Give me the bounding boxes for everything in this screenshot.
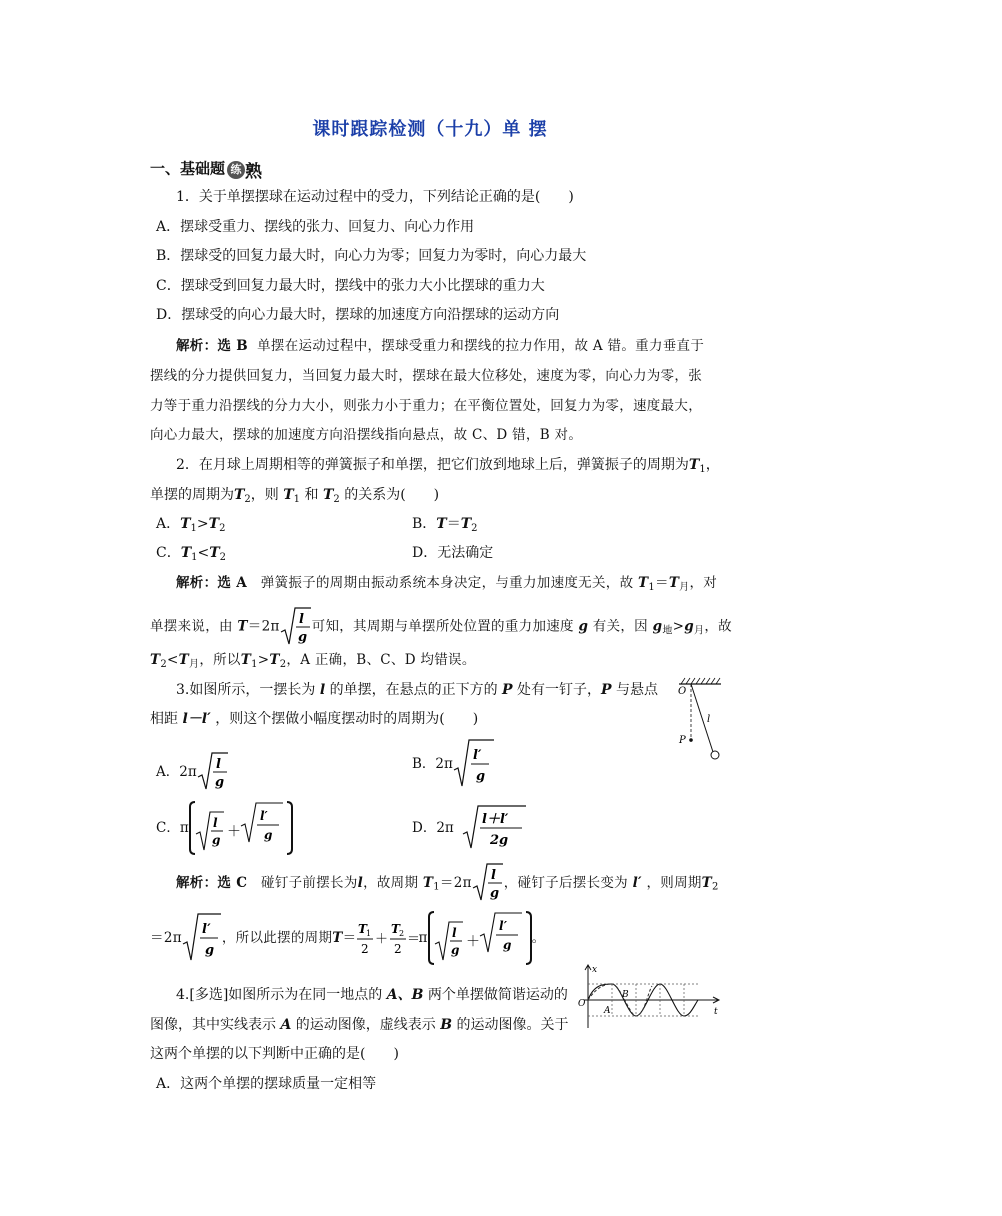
q3-a-sqrt bbox=[197, 751, 229, 793]
q2-ana3-sub1: 1 bbox=[251, 659, 258, 670]
q1-analysis-line-2: 摆线的分力提供回复力，当回复力最大时，摆球在最大位移处，速度为零，向心力为零，张 bbox=[150, 368, 702, 384]
q3-ana-num1: l bbox=[490, 868, 497, 883]
q4-stem-text-2: 图像，其中实线表示 bbox=[150, 1017, 276, 1033]
q2-ana3-t2b: T bbox=[269, 652, 280, 668]
q3-stem-text-2b: ，则这个摆做小幅度摆动时的周期为( ) bbox=[215, 711, 479, 727]
q1-analysis-line-3: 力等于重力沿摆线的分力大小，则张力小于重力；在平衡位置处，回复力为零，速度最大， bbox=[150, 398, 702, 414]
q3-ana2-pi: π bbox=[418, 930, 428, 946]
q3-option-b bbox=[412, 738, 1002, 792]
q2-stem-line-1: 2．在月球上周期相等的弹簧振子和单摆，把它们放到地球上后，弹簧振子的周期为$T_1$， bbox=[176, 457, 720, 475]
graph-label-o: O bbox=[578, 999, 586, 1009]
q3-a-num: l bbox=[215, 757, 221, 772]
practice-badge: 练 bbox=[227, 161, 245, 179]
q2-b-t2: T bbox=[460, 516, 472, 532]
q3-ana2-sqrt bbox=[182, 912, 222, 964]
q3-stem-text-2: 相距 bbox=[150, 711, 178, 727]
q2-ana3-t: T bbox=[178, 652, 190, 668]
q3-ana2-eq: ＝ bbox=[150, 930, 164, 946]
q2-t1-sub: 1 bbox=[699, 464, 706, 475]
q2-t2b-sub: 2 bbox=[333, 494, 340, 505]
q2-a-label: A． bbox=[156, 516, 181, 532]
fig-label-l: l bbox=[707, 714, 711, 725]
q3-analysis-label: 解析：选 C bbox=[176, 875, 248, 891]
q2-stem-text-1: 2．在月球上周期相等的弹簧振子和单摆，把它们放到地球上后，弹簧振子的周期为 bbox=[176, 457, 689, 473]
q3-c-den1: g bbox=[211, 833, 221, 847]
q2-ana3-t2: T bbox=[150, 652, 161, 668]
q4-stem-text-2b: 的运动图像，虚线表示 bbox=[295, 1017, 436, 1033]
q3-ana2-t: T bbox=[332, 930, 343, 946]
expr-den2: g bbox=[502, 938, 512, 952]
q2-analysis-text-2b: 可知，其周期与单摆所处位置的重力加速度 bbox=[311, 618, 574, 635]
q2-ana3-t1: T bbox=[240, 652, 252, 668]
q2-a-gt: > bbox=[196, 516, 209, 532]
frac1-den: 2 bbox=[361, 942, 370, 956]
q2-ana-moon2: 月 bbox=[694, 625, 705, 637]
q2-c-lt: < bbox=[197, 545, 210, 561]
q3-l: l bbox=[319, 682, 326, 698]
q3-c-plus: ＋ bbox=[226, 824, 241, 840]
q2-a-sub1: 1 bbox=[190, 523, 197, 534]
q2-analysis-text-1: 弹簧振子的周期由振动系统本身决定，与重力加速度无关，故 bbox=[260, 575, 634, 591]
oscillation-graph-figure bbox=[574, 962, 724, 1032]
graph-label-t: t bbox=[714, 1007, 718, 1017]
q3-stem-text-1: 3.如图所示，一摆长为 bbox=[176, 682, 316, 698]
q2-ana3-gt: > bbox=[257, 652, 270, 668]
q3-a-den: g bbox=[214, 775, 224, 790]
fig-label-p: P bbox=[679, 735, 686, 746]
graph-label-a: A bbox=[604, 1006, 611, 1016]
q3-ana2-expression bbox=[428, 910, 532, 966]
q2-b-eq: ＝ bbox=[446, 516, 461, 532]
q2-a-sub2: 2 bbox=[219, 523, 226, 534]
q4-stem-line-1 bbox=[176, 985, 596, 1005]
q3-d-label: D．2π bbox=[412, 820, 454, 836]
q2-ana3-lt: < bbox=[167, 652, 179, 668]
q2-stem-text-2a: 单摆的周期为 bbox=[150, 487, 234, 503]
q2-ana-t1: T bbox=[637, 575, 649, 591]
q2-a-t1: T bbox=[180, 516, 191, 532]
q2-t2b: T bbox=[322, 487, 334, 503]
q3-ana-den1: g bbox=[489, 886, 500, 901]
q2-b-label: B． bbox=[412, 516, 437, 532]
q4-option-a: A．这两个单摆的摆球质量一定相等 bbox=[156, 1076, 377, 1092]
sqrt-l-over-g bbox=[280, 606, 312, 648]
fig-label-o: O bbox=[678, 686, 687, 697]
q3-c-num2: l′ bbox=[259, 809, 268, 823]
frac1-t: T bbox=[358, 922, 368, 936]
q2-ana3-moon: 月 bbox=[189, 659, 200, 670]
frac1-sub: 1 bbox=[366, 929, 372, 938]
q2-ana-t: T bbox=[668, 575, 680, 591]
q3-ana2-fractions bbox=[356, 916, 421, 960]
q2-ana-formula-t: T bbox=[237, 618, 248, 635]
q3-c-expression bbox=[189, 800, 293, 856]
q4-stem-line-2 bbox=[150, 1015, 580, 1035]
q3-d-num: l＋l′ bbox=[482, 812, 509, 827]
q2-c-t2: T bbox=[209, 545, 220, 561]
q3-b-sqrt bbox=[453, 738, 495, 790]
q2-analysis-label: 解析：选 A bbox=[176, 575, 247, 591]
q2-ana-sub1: 1 bbox=[648, 582, 655, 593]
expr-num1: l bbox=[451, 926, 457, 940]
q3-ana-l: l bbox=[357, 875, 364, 891]
q3-ana-sub2: 2 bbox=[712, 881, 719, 893]
q2-option-d: D．无法确定 bbox=[412, 545, 494, 561]
q2-analysis-line-1 bbox=[176, 573, 766, 598]
graph-label-b: B bbox=[622, 990, 629, 1000]
q2-c-t1: T bbox=[180, 545, 192, 561]
q2-stem-text-2d: 的关系为( ) bbox=[344, 487, 440, 503]
q3-ana-eq: ＝ bbox=[439, 875, 454, 891]
q3-d-den: 2g bbox=[490, 833, 509, 848]
q2-ana-formula-eq: ＝ bbox=[247, 618, 262, 635]
q1-analysis-text-1: 单摆在运动过程中，摆球受重力和摆线的拉力作用，故 A 错。重力垂直于 bbox=[257, 338, 705, 354]
q3-stem-text-1b: 的单摆，在悬点的正下方的 bbox=[329, 682, 498, 698]
q4-stem-text-2c: 的运动图像。关于 bbox=[456, 1017, 569, 1033]
q2-option-b bbox=[412, 514, 1002, 539]
q3-p: P bbox=[502, 682, 513, 698]
q2-stem-line-2 bbox=[150, 485, 740, 510]
q3-b-den: g bbox=[475, 769, 485, 784]
q1-analysis-line-1 bbox=[176, 336, 766, 356]
q2-ana-moon: 月 bbox=[679, 582, 690, 593]
q2-ana-gt: > bbox=[672, 618, 685, 635]
q3-c-num1: l bbox=[212, 816, 218, 830]
q3-ana2-num: l′ bbox=[201, 922, 211, 937]
q3-ana-sub1: 1 bbox=[433, 881, 440, 893]
q2-t1b: T bbox=[283, 487, 294, 503]
q4-stem-text-1b: 两个单摆做简谐运动的 bbox=[427, 987, 568, 1003]
q3-analysis-line-1 bbox=[176, 862, 766, 906]
q2-c-sub1: 1 bbox=[191, 552, 198, 563]
q1-analysis-label: 解析：选 B bbox=[176, 338, 248, 354]
q3-ana-sqrt1 bbox=[472, 862, 504, 904]
q2-ana-g: g bbox=[578, 618, 589, 635]
q3-ana2-2pi: 2π bbox=[163, 930, 182, 946]
q3-analysis-text-1d: ，则周期 bbox=[646, 875, 702, 891]
q1-stem: 1．关于单摆摆球在运动过程中的受力，下列结论正确的是( ) bbox=[176, 189, 574, 205]
q2-t1b-sub: 1 bbox=[293, 494, 301, 505]
q4-stem-text-1: 4.[多选]如图所示为在同一地点的 bbox=[176, 987, 383, 1003]
q3-lminus: l－l′ bbox=[182, 711, 211, 727]
q3-stem-text-1c: 处有一钉子， bbox=[517, 682, 602, 698]
frac2-sub: 2 bbox=[399, 929, 405, 938]
q2-t2-sub: 2 bbox=[244, 494, 251, 505]
q3-option-d bbox=[412, 804, 1002, 854]
q2-analysis-text-2a: 单摆来说，由 bbox=[150, 618, 233, 635]
q2-analysis-line-2 bbox=[150, 606, 740, 648]
section-prefix: 一、基础题 bbox=[150, 159, 226, 178]
expr-plus: ＋ bbox=[465, 934, 480, 950]
frac-num-l: l bbox=[298, 612, 304, 627]
frac-eq: ＝ bbox=[407, 932, 421, 947]
q3-ana-t1: T bbox=[422, 875, 434, 891]
q3-analysis-line-2 bbox=[150, 910, 740, 968]
q2-a-t2: T bbox=[208, 516, 220, 532]
q2-analysis-text-1b: ，对 bbox=[689, 575, 718, 591]
expr-num2: l′ bbox=[498, 919, 507, 933]
q2-analysis-text-2c: 有关，因 bbox=[592, 618, 648, 635]
q3-ana2-eq2: ＝ bbox=[342, 930, 357, 946]
q4-a: A bbox=[280, 1017, 292, 1033]
q2-ana3-sub2: 2 bbox=[160, 659, 168, 670]
q3-c-label: C．π bbox=[156, 820, 189, 836]
q3-ana2-den: g bbox=[204, 943, 215, 958]
q3-ana2-period: 。 bbox=[531, 930, 546, 946]
q3-analysis-text-1b: ，故周期 bbox=[363, 875, 419, 891]
expr-den1: g bbox=[450, 943, 460, 957]
q3-stem-line-2 bbox=[150, 709, 740, 729]
q2-stem-text-2b: ，则 bbox=[250, 487, 279, 503]
q3-ana-lp: l′ bbox=[632, 875, 642, 891]
q2-analysis-line-3 bbox=[150, 650, 740, 675]
q4-b: B bbox=[440, 1017, 453, 1033]
q2-ana3-sub2b: 2 bbox=[279, 659, 287, 670]
graph-label-x: x bbox=[592, 965, 598, 975]
frac2-t: T bbox=[391, 922, 401, 936]
section-suffix: 熟 bbox=[245, 162, 263, 182]
page-title: 课时跟踪检测（十九）单 摆 bbox=[312, 119, 548, 140]
q1-option-d: D．摆球受的向心力最大时，摆球的加速度方向沿摆球的运动方向 bbox=[156, 307, 560, 323]
frac-den-g: g bbox=[297, 630, 308, 645]
q1-analysis-line-4: 向心力最大，摆球的加速度方向沿摆线指向悬点，故 C、D 错，B 对。 bbox=[150, 427, 583, 443]
q2-b-sub2: 2 bbox=[471, 523, 478, 534]
q2-t1: T bbox=[688, 457, 700, 473]
q3-analysis-text-2: ，所以此摆的周期 bbox=[221, 930, 333, 946]
q2-stem-text-2c: 和 bbox=[304, 487, 319, 503]
q3-analysis-text-1: 碰钉子前摆长为 bbox=[261, 875, 358, 891]
q2-analysis-text-3: ，所以 bbox=[199, 652, 241, 668]
q2-ana-g-moon: g bbox=[684, 618, 695, 635]
q2-ana-g-earth: g bbox=[652, 618, 663, 635]
q2-ana-formula-2pi: 2π bbox=[261, 618, 280, 635]
q3-b-label: B．2π bbox=[412, 756, 453, 772]
q3-d-sqrt bbox=[462, 804, 528, 852]
q2-c-sub2: 2 bbox=[219, 552, 227, 563]
q2-analysis-text-3b: ，A 正确，B、C、D 均错误。 bbox=[286, 652, 476, 668]
q4-ab: A、B bbox=[386, 987, 424, 1003]
q3-stem-text-1d: 与悬点 bbox=[616, 682, 659, 698]
q2-ana-earth: 地 bbox=[662, 625, 673, 637]
frac2-den: 2 bbox=[394, 942, 403, 956]
q2-ana-eq: ＝ bbox=[655, 575, 669, 591]
frac-plus: ＋ bbox=[375, 932, 389, 947]
q3-c-den2: g bbox=[263, 828, 273, 842]
q4-stem-line-3: 这两个单摆的以下判断中正确的是( ) bbox=[150, 1046, 399, 1062]
q3-p2: P bbox=[601, 682, 612, 698]
q1-option-c: C．摆球受到回复力最大时，摆线中的张力大小比摆球的重力大 bbox=[156, 278, 545, 294]
q3-stem-line-1 bbox=[176, 680, 659, 700]
q3-ana-2pi: 2π bbox=[453, 875, 472, 891]
section-heading bbox=[150, 157, 262, 182]
q1-option-b: B．摆球受的回复力最大时，向心力为零；回复力为零时，向心力最大 bbox=[156, 248, 587, 264]
q2-analysis-text-2d: ，故 bbox=[704, 618, 732, 635]
q2-c-label: C． bbox=[156, 545, 181, 561]
q3-b-num: l′ bbox=[472, 748, 482, 763]
q3-analysis-text-1c: ，碰钉子后摆长变为 bbox=[503, 875, 628, 891]
q2-b-t: T bbox=[436, 516, 447, 532]
q3-a-label: A．2π bbox=[156, 764, 197, 780]
q3-ana-t2: T bbox=[701, 875, 713, 891]
q1-option-a: A．摆球受重力、摆线的张力、回复力、向心力作用 bbox=[156, 219, 475, 235]
q2-t2: T bbox=[234, 487, 245, 503]
